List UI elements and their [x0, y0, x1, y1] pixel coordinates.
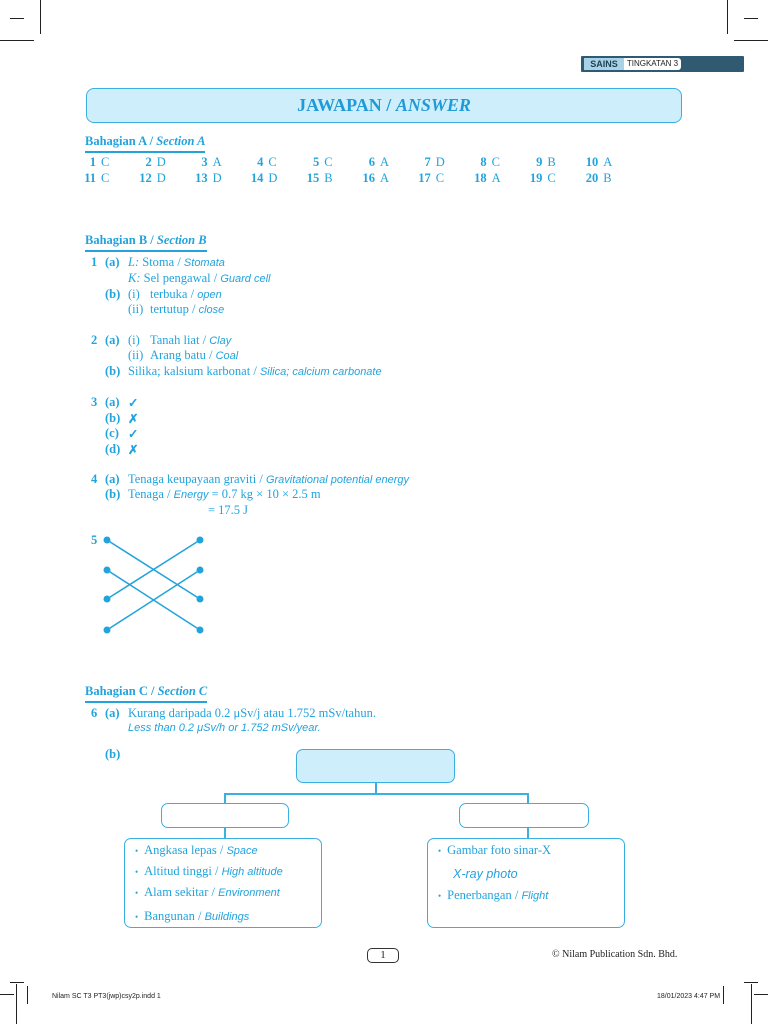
- answer-number: 20: [585, 171, 599, 185]
- title-malay: JAWAPAN /: [297, 95, 392, 115]
- match-dot: [104, 567, 111, 574]
- answer-choice: B: [547, 155, 556, 169]
- answer-choice: D: [156, 155, 166, 169]
- item-ms: Altitud tinggi /: [144, 864, 219, 878]
- q-part: (a): [105, 255, 120, 269]
- answer-number: 8: [480, 155, 487, 169]
- blank-root-box: [296, 749, 455, 783]
- answer-number: 16: [362, 171, 375, 185]
- connector: [224, 828, 226, 838]
- list-item: [135, 843, 258, 858]
- answer-number: 17: [418, 171, 431, 185]
- page-number: 1: [367, 948, 399, 963]
- answer-choice: A: [603, 155, 613, 169]
- answer-en: Silica; calcium carbonate: [259, 366, 382, 378]
- answer-number: 3: [201, 155, 208, 169]
- item-ms: Alam sekitar /: [144, 885, 215, 899]
- item-ms: Bangunan /: [144, 909, 202, 923]
- bullet-icon: •: [135, 846, 139, 856]
- q-part: (a): [105, 395, 120, 409]
- file-slug: Nilam SC T3 PT3(jwp)csy2p.indd 1: [52, 993, 161, 1000]
- left-list-box: [124, 838, 322, 928]
- heading-malay: Bahagian B /: [85, 233, 154, 247]
- answer-en: Gravitational potential energy: [265, 474, 410, 486]
- result: = 17.5 J: [208, 503, 249, 517]
- item-en: Environment: [218, 887, 280, 899]
- answer-number: 15: [306, 171, 320, 185]
- check-icon: ✓: [128, 427, 139, 441]
- list-item: • Penerbangan / Flight: [438, 888, 549, 902]
- answer-number: 12: [139, 171, 152, 185]
- item-ms: Angkasa lepas /: [144, 843, 224, 857]
- answer-number: 11: [84, 171, 96, 185]
- answer-number: 9: [536, 155, 543, 169]
- q-part: (a): [105, 472, 120, 486]
- answer-ms: tertutup /: [150, 302, 196, 316]
- answer-number: 18: [474, 171, 487, 185]
- list-item: [135, 864, 283, 879]
- list-item: • Gambar foto sinar-X: [438, 843, 552, 857]
- answer-ms: Sel pengawal /: [143, 271, 218, 285]
- q-part: (b): [105, 410, 121, 425]
- answer-en: close: [198, 304, 225, 316]
- bullet-icon: •: [135, 867, 139, 877]
- answer-choice: C: [491, 155, 500, 169]
- heading-english: Section B: [156, 233, 207, 247]
- answer-choice: C: [547, 171, 556, 185]
- answer-choice: C: [435, 171, 445, 185]
- answer-choice: C: [324, 155, 333, 169]
- answer-en: Stomata: [183, 257, 225, 269]
- answer-ms: Silika; kalsium karbonat /: [128, 364, 257, 378]
- answer-ms: Tanah liat /: [150, 333, 207, 347]
- item-en: High altitude: [221, 866, 283, 878]
- answer-choice: C: [101, 155, 110, 169]
- heading-english: Section A: [156, 134, 206, 148]
- q-num: 4: [91, 472, 98, 486]
- sub-part: (ii): [128, 348, 144, 362]
- answer-choice: B: [324, 171, 333, 185]
- q-part: (a): [105, 333, 120, 347]
- q-num: 6: [91, 706, 98, 720]
- q-part: (b): [105, 287, 121, 301]
- label: K:: [128, 271, 141, 285]
- label: L:: [128, 255, 140, 269]
- answer-en: Clay: [209, 335, 232, 347]
- copyright: © Nilam Publication Sdn. Bhd.: [552, 949, 678, 960]
- answer-number: 6: [368, 155, 375, 169]
- answer-number: 4: [257, 155, 264, 169]
- answer-choice: A: [380, 171, 390, 185]
- answer-ms: terbuka /: [150, 287, 195, 301]
- answer-en: Coal: [215, 350, 239, 362]
- sub-part: (i): [128, 333, 140, 347]
- print-date: 18/01/2023 4:47 PM: [657, 993, 721, 1000]
- title-english: ANSWER: [395, 95, 471, 115]
- heading-english: Section C: [157, 684, 208, 698]
- match-dot: [197, 596, 204, 603]
- blank-left-box: [161, 803, 289, 828]
- list-item: [135, 909, 249, 924]
- answer-number: 19: [529, 171, 543, 185]
- q-num: 2: [91, 333, 98, 347]
- q-part: (c): [105, 426, 119, 440]
- match-dot: [104, 627, 111, 634]
- connector: [527, 828, 529, 838]
- answer-number: 13: [195, 171, 208, 185]
- q-part: (b): [105, 747, 121, 761]
- answer-en: Guard cell: [220, 273, 271, 285]
- calculation: = 0.7 kg × 10 × 2.5 m: [211, 487, 321, 501]
- match-dot: [104, 596, 111, 603]
- q-num: 1: [91, 255, 98, 269]
- item-en: X-ray photo: [453, 867, 518, 881]
- subject-label: SAINS: [584, 58, 624, 70]
- answer-en: Less than 0.2 μSv/h or 1.752 mSv/year.: [128, 722, 321, 734]
- answer-number: 10: [585, 155, 599, 169]
- bullet-icon: •: [135, 888, 139, 898]
- match-dot: [197, 537, 204, 544]
- answer-number: 1: [89, 155, 96, 169]
- q-num: 3: [91, 395, 98, 409]
- answer-ms: Kurang daripada 0.2 μSv/j atau 1.752 mSv/tahun.: [128, 706, 376, 720]
- answer-choice: A: [491, 171, 501, 185]
- heading-malay: Bahagian C /: [85, 684, 155, 698]
- answer-choice: A: [380, 155, 390, 169]
- q-part: (d): [105, 441, 121, 456]
- q-num: 5: [91, 533, 98, 547]
- match-dot: [104, 537, 111, 544]
- answer-ms: Tenaga /: [128, 487, 171, 501]
- sub-part: (i): [128, 287, 140, 301]
- item-ms: Penerbangan /: [447, 888, 519, 902]
- right-list-box: [427, 838, 625, 928]
- answer-ms: Arang batu /: [150, 348, 213, 362]
- answer-choice: C: [101, 171, 110, 185]
- q-part: (b): [105, 487, 121, 501]
- answer-choice: B: [603, 171, 612, 185]
- slug-divider: [723, 986, 724, 1004]
- q-part: (b): [105, 364, 121, 378]
- answer-number: 2: [145, 155, 152, 169]
- answer-number: 14: [250, 171, 264, 185]
- answer-en: open: [197, 289, 222, 301]
- q-part: (a): [105, 706, 120, 720]
- answer-ms: Tenaga keupayaan graviti /: [128, 472, 263, 486]
- connector: [224, 793, 528, 795]
- item-en: Space: [226, 845, 258, 857]
- sub-part: (ii): [128, 302, 144, 316]
- answer-choice: C: [268, 155, 277, 169]
- match-dot: [197, 567, 204, 574]
- answer-choice: D: [212, 171, 222, 185]
- match-dot: [197, 627, 204, 634]
- answer-choice: D: [435, 155, 445, 169]
- answer-choice: D: [268, 171, 278, 185]
- item-en: Buildings: [204, 911, 250, 923]
- item-ms: Gambar foto sinar-X: [447, 843, 552, 857]
- section-c-heading: [85, 684, 207, 703]
- answer-choice: D: [156, 171, 166, 185]
- answer-choice: A: [212, 155, 222, 169]
- heading-malay: Bahagian A /: [85, 134, 154, 148]
- answer-ms: Stoma /: [142, 255, 181, 269]
- bullet-icon: •: [135, 912, 139, 922]
- answer-en: Energy: [173, 489, 209, 501]
- blank-right-box: [459, 803, 589, 828]
- slug-divider: [27, 986, 28, 1004]
- cross-icon: ✗: [128, 411, 139, 426]
- check-icon: ✓: [128, 396, 139, 410]
- answer-number: 5: [312, 155, 320, 169]
- item-en: Flight: [521, 890, 549, 902]
- level-label: TINGKATAN 3: [624, 58, 681, 70]
- answer-number: 7: [424, 155, 431, 169]
- list-item: [135, 885, 280, 900]
- cross-icon: ✗: [128, 442, 139, 457]
